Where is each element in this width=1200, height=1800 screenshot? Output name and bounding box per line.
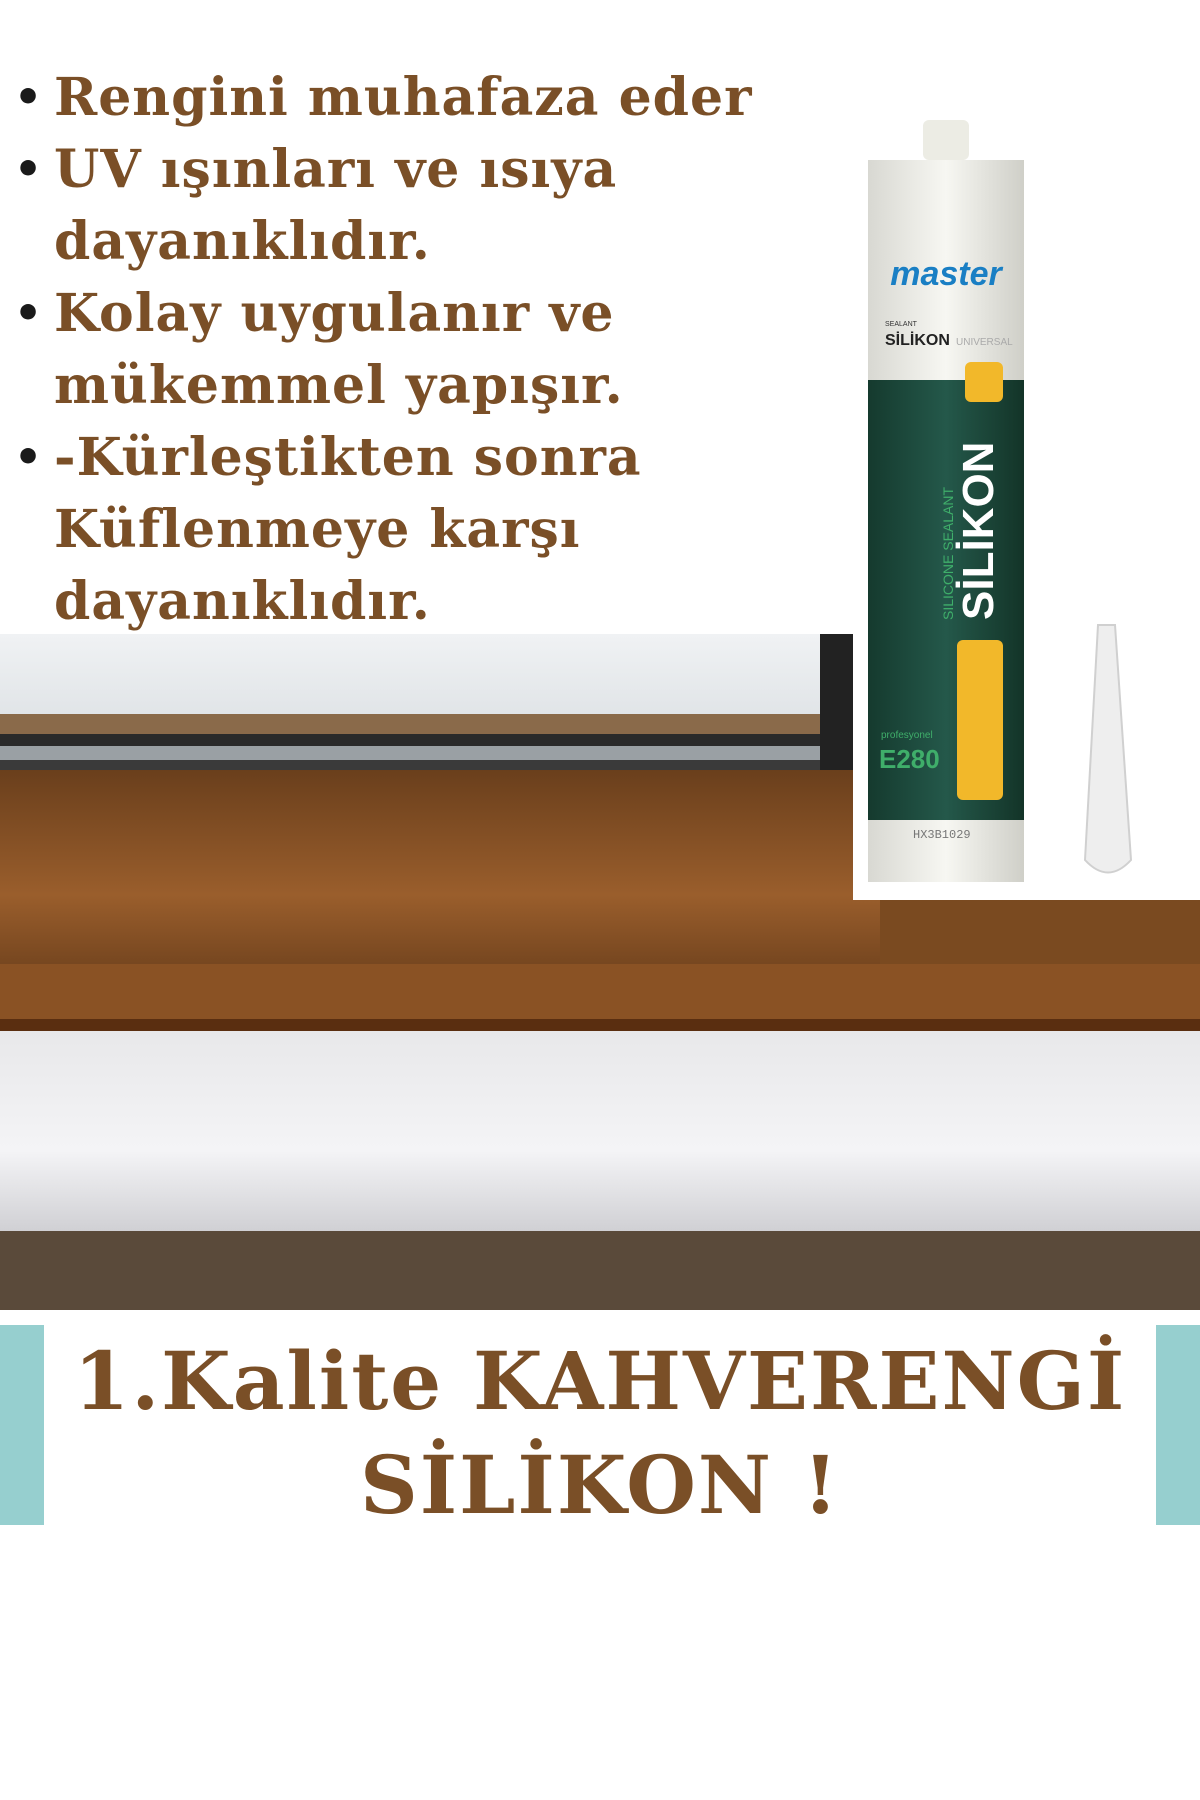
feature-item: • -Kürleştikten sonra Küflenmeye karşı dayanıklıdır. bbox=[0, 422, 800, 638]
bullet-icon: • bbox=[14, 72, 44, 123]
banner-title bbox=[60, 1329, 1140, 1537]
tube-grade: profesyonel bbox=[881, 730, 933, 741]
feature-item: • Rengini muhafaza eder bbox=[0, 62, 800, 134]
tube-universal: UNIVERSAL bbox=[956, 337, 1013, 348]
accent-bar-right bbox=[1156, 1325, 1200, 1525]
tube-tagline: SILICONE SEALANT bbox=[940, 486, 956, 620]
bullet-icon: • bbox=[14, 432, 44, 483]
bullet-icon: • bbox=[14, 288, 44, 339]
tube-sub-brand: SİLİKON bbox=[885, 332, 950, 349]
brand-logo: master bbox=[890, 255, 1002, 293]
feature-list bbox=[0, 62, 800, 638]
nozzle-tip bbox=[1085, 625, 1131, 873]
silicone-tube-illustration bbox=[853, 0, 1200, 900]
feature-item: • Kolay uygulanır ve mükemmel yapışır. bbox=[0, 278, 800, 422]
tube-product-name: SİLİKON bbox=[954, 441, 1003, 620]
tube-batch: HX3B1029 bbox=[913, 828, 971, 842]
accent-bar-left bbox=[0, 1325, 44, 1525]
feature-item: • UV ışınları ve ısıya dayanıklıdır. bbox=[0, 134, 800, 278]
tube-sealant-small: SEALANT bbox=[885, 321, 917, 328]
tube-code: E280 bbox=[879, 744, 940, 774]
product-image bbox=[853, 0, 1200, 900]
banner-line-2: SİLİKON ! bbox=[359, 1438, 841, 1532]
banner-line-1: 1.Kalite KAHVERENGİ bbox=[73, 1334, 1127, 1428]
bullet-icon: • bbox=[14, 144, 44, 195]
title-banner bbox=[0, 1325, 1200, 1532]
